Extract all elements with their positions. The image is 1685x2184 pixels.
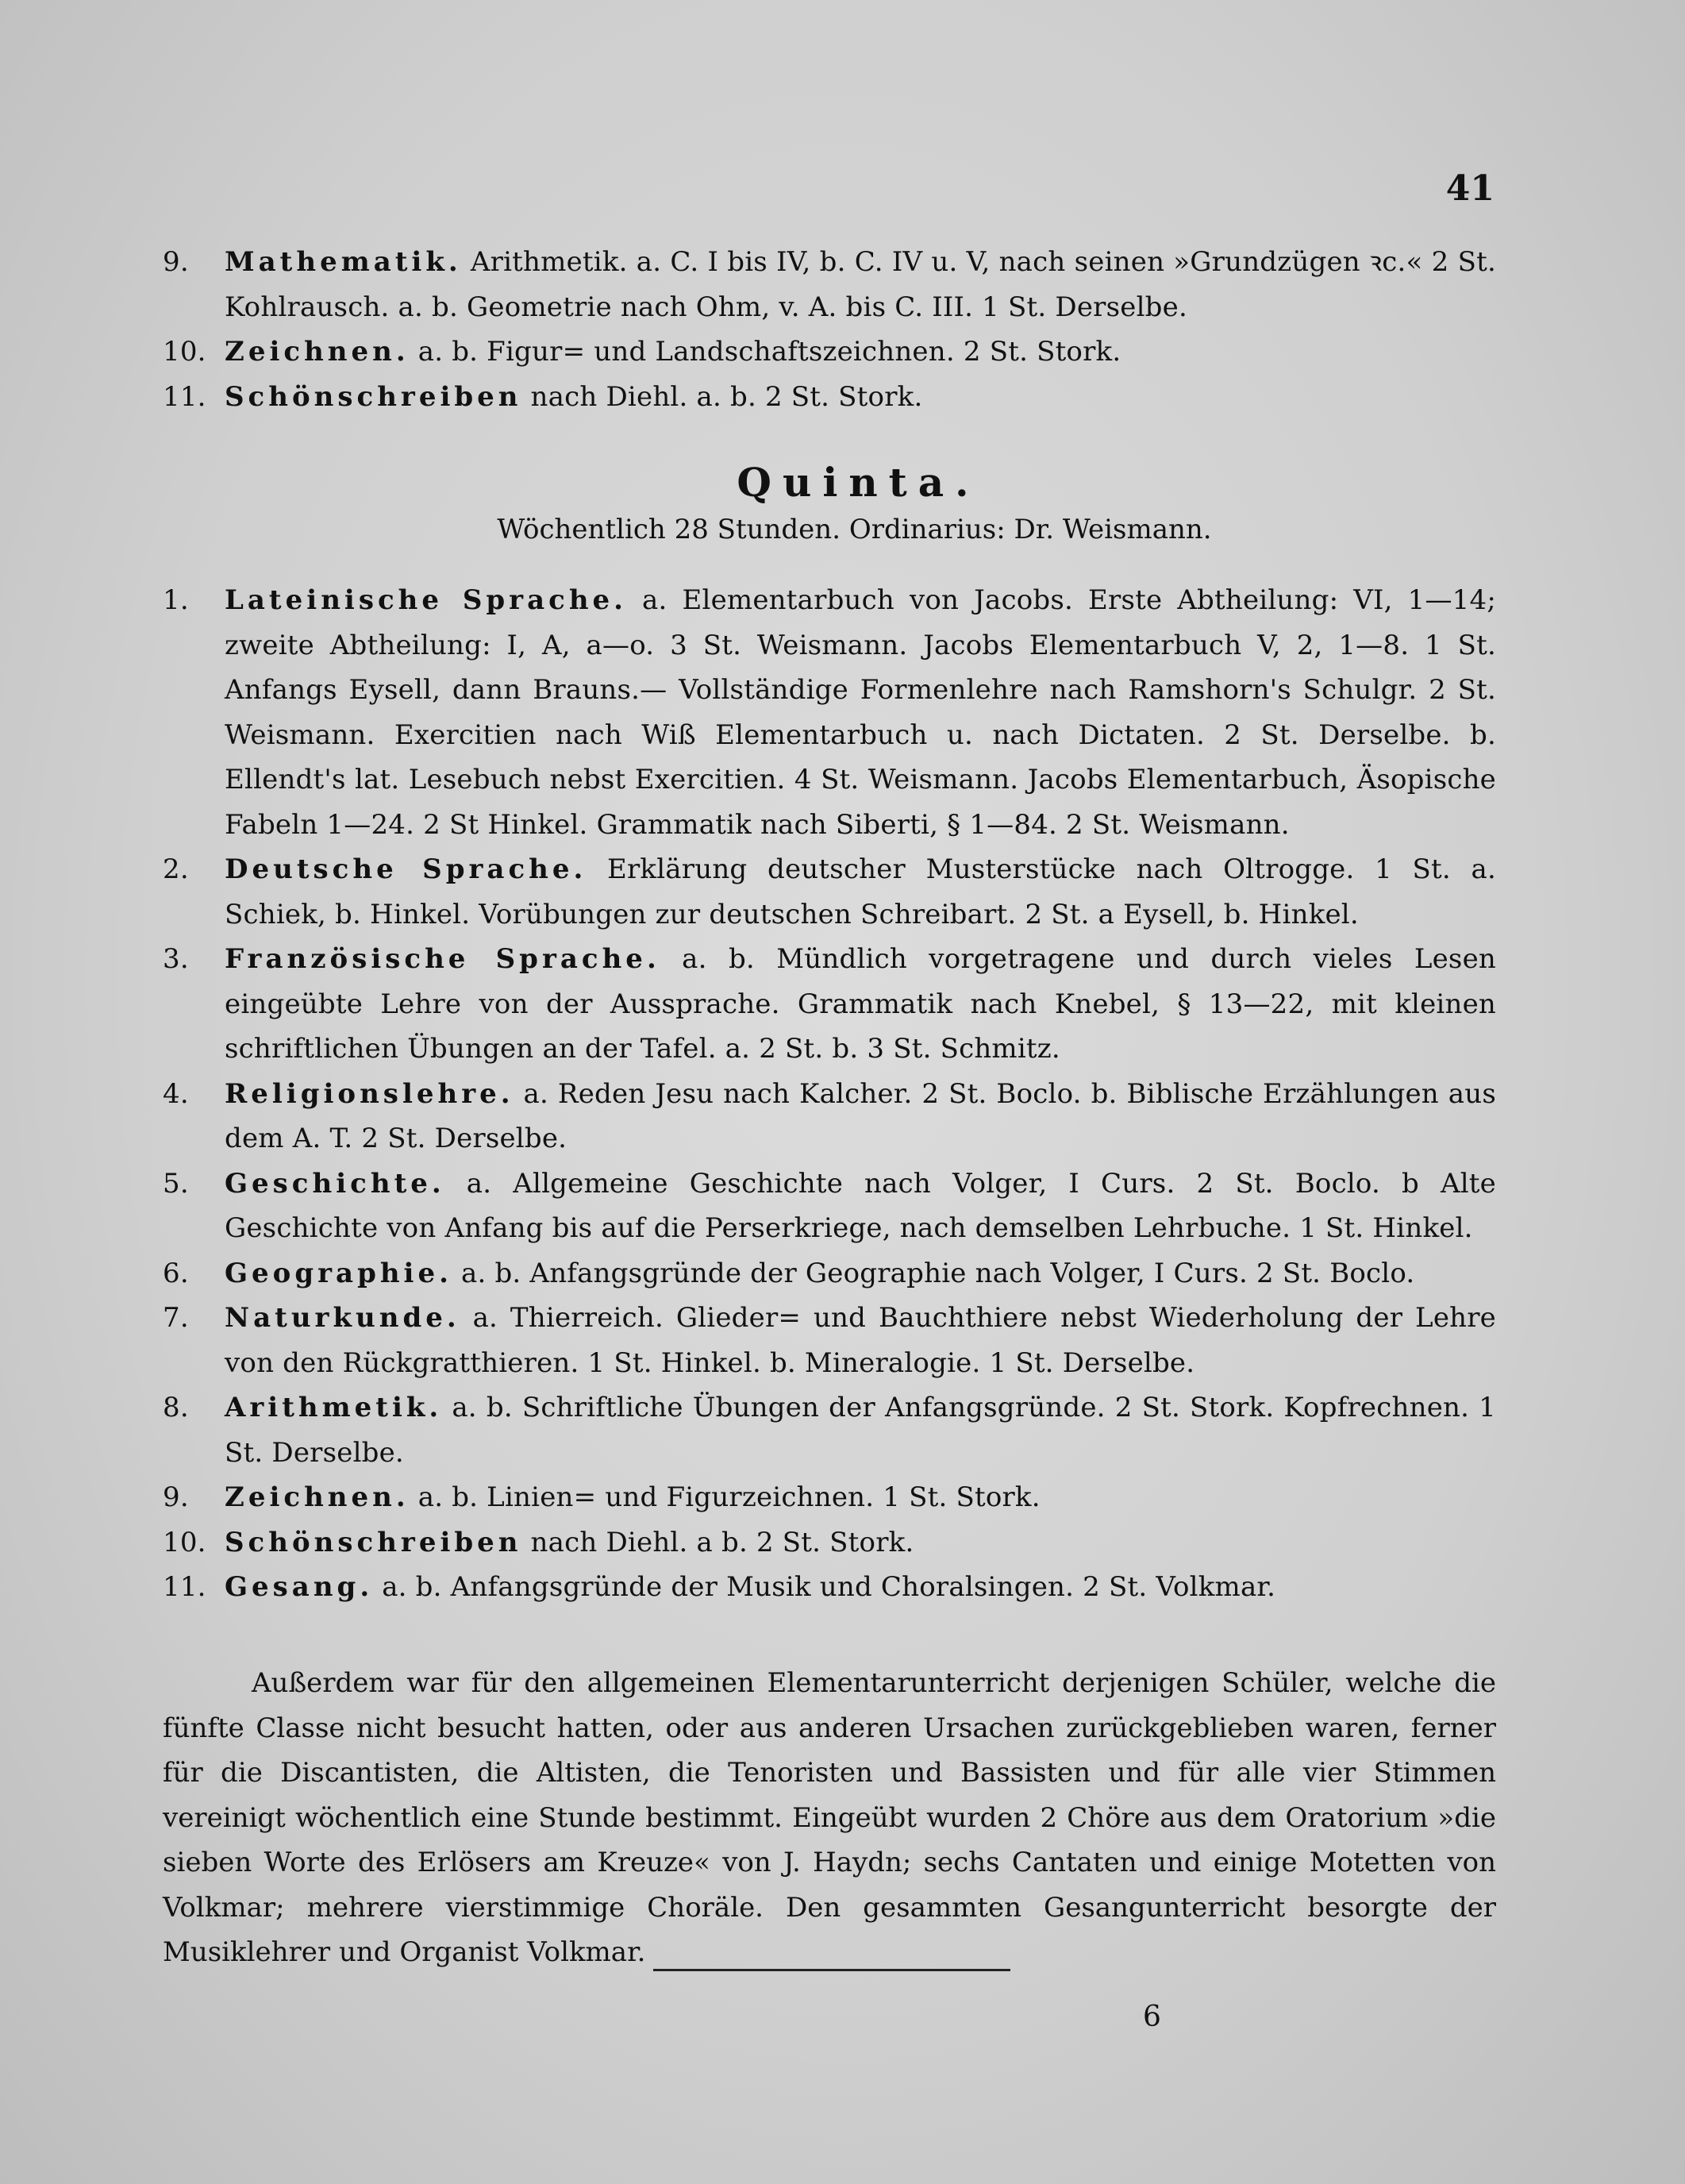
item-subject: Geschichte. [225,1167,445,1200]
item-number: 4. [163,1077,189,1110]
list-item [163,1475,1496,1520]
item-text: nach Diehl. a. b. 2 St. Stork. [530,380,923,413]
item-text: a. Thierreich. Glieder= und Bauchthiere nebst Wiederholung der Lehre von den Rückgratthieren. 1 St. Hinkel. b. Mineralogie. 1 St. Derselbe. [225,1302,1497,1379]
list-item [163,1565,1496,1610]
item-subject: Geographie. [225,1257,452,1289]
closing-paragraph: Außerdem war für den allgemeinen Elementarunterricht derjenigen Schüler, welche die fünfte Classe nicht besucht hatten, oder aus anderen Ursachen zurückgeblieben waren, ferner für die Discantisten, die Altisten, die Tenoristen und Bassisten und für alle vier Stimmen vereinigt wöchentlich eine Stunde bestimmt. Eingeübt wurden 2 Chöre aus dem Oratorium »die sieben Worte des Erlösers am Kreuze« von J. Haydn; sechs Cantaten und einige Motetten von Volkmar; mehrere vierstimmige Choräle. Den gesammten Gesangunterricht besorgte der Musiklehrer und Organist Volkmar. [163,1667,1496,1968]
item-number: 9. [163,246,189,278]
item-number: 7. [163,1302,189,1334]
item-number: 5. [163,1167,189,1200]
quinta-curriculum-list [163,578,1496,1610]
item-subject: Zeichnen. [225,336,410,368]
item-text: a. Allgemeine Geschichte nach Volger, I Curs. 2 St. Boclo. b Alte Geschichte von Anfang bis auf die Perserkriege, nach demselben Lehrbuche. 1 St. Hinkel. [225,1167,1496,1244]
item-subject: Schönschreiben [225,1526,522,1558]
list-item [163,937,1496,1072]
item-number: 2. [163,853,189,885]
item-subject: Mathematik. [225,246,462,278]
item-number: 6. [163,1257,189,1289]
list-item [163,847,1496,937]
list-item [163,329,1496,375]
item-subject: Lateinische Sprache. [225,584,628,616]
item-subject: Deutsche Sprache. [225,853,587,885]
item-text: a. b. Figur= und Landschaftszeichnen. 2 St. Stork. [417,336,1121,368]
item-subject: Gesang. [225,1571,374,1603]
item-text: Arithmetik. a. C. I bis IV, b. C. IV u. V, nach seinen »Grundzügen ꝛc.« 2 St. Kohlrausch. a. b. Geometrie nach Ohm, v. A. bis C. III. 1 St. Derselbe. [225,246,1497,323]
list-item [163,240,1496,329]
item-number: 10. [163,1526,206,1558]
list-item [163,1251,1496,1296]
item-subject: Naturkunde. [225,1302,460,1334]
previous-class-continuation [163,240,1496,419]
item-text: a. b. Anfangsgründe der Geographie nach Volger, I Curs. 2 St. Boclo. [460,1257,1415,1289]
item-text: a. b. Linien= und Figurzeichnen. 1 St. Stork. [417,1481,1041,1513]
item-text: nach Diehl. a b. 2 St. Stork. [530,1526,914,1558]
item-subject: Arithmetik. [225,1392,443,1423]
section-title: Quinta. [737,459,980,506]
item-text: a. b. Schriftliche Übungen der Anfangsgründe. 2 St. Stork. Kopfrechnen. 1 St. Derselbe. [225,1392,1496,1469]
page-number: 41 [1445,168,1495,209]
item-text: a. b. Anfangsgründe der Musik und Choralsingen. 2 St. Volkmar. [382,1571,1276,1603]
list-item [163,375,1496,420]
item-number: 1. [163,584,189,616]
item-number: 8. [163,1392,189,1423]
list-item [163,1161,1496,1251]
item-text: a. Elementarbuch von Jacobs. Erste Abtheilung: VI, 1—14; zweite Abtheilung: I, A, a—o. 3 St. Weismann. Jacobs Elementarbuch V, 2, 1—8. 1 St. Anfangs Eysell, dann Brauns.— Vollständige Formenlehre nach Ramshorn's Schulgr. 2 St. Weismann. Exercitien nach Wiß Elementarbuch u. nach Dictaten. 2 St. Derselbe. b. Ellendt's lat. Lesebuch nebst Exercitien. 4 St. Weismann. Jacobs Elementarbuch, Äsopische Fabeln 1—24. 2 St Hinkel. Grammatik nach Siberti, § 1—84. 2 St. Weismann. [225,584,1496,841]
item-subject: Schönschreiben [225,380,522,413]
footer-rule [653,1969,1010,1971]
item-number: 11. [163,380,206,413]
item-text: a. b. Mündlich vorgetragene und durch vieles Lesen eingeübte Lehre von der Aussprache. Grammatik nach Knebel, § 13—22, mit kleinen schriftlichen Übungen an der Tafel. a. 2 St. b. 3 St. Schmitz. [225,943,1496,1065]
item-number: 9. [163,1481,189,1513]
item-subject: Zeichnen. [225,1481,410,1513]
item-number: 10. [163,336,206,368]
list-item [163,1072,1496,1161]
list-item [163,1296,1496,1385]
item-text: a. Reden Jesu nach Kalcher. 2 St. Boclo. b. Biblische Erzählungen aus dem A. T. 2 St. Derselbe. [225,1077,1496,1154]
section-subtitle: Wöchentlich 28 Stunden. Ordinarius: Dr. Weismann. [497,514,1212,545]
list-item [163,1520,1496,1566]
printer-signature: 6 [1143,2001,1161,2033]
item-subject: Französische Sprache. [225,943,660,975]
list-item [163,578,1496,847]
list-item [163,1385,1496,1475]
item-number: 3. [163,943,189,975]
item-subject: Religionslehre. [225,1077,514,1110]
item-text: Erklärung deutscher Musterstücke nach Oltrogge. 1 St. a. Schiek, b. Hinkel. Vorübungen zur deutschen Schreibart. 2 St. a Eysell, b. Hinkel. [225,853,1496,930]
item-number: 11. [163,1571,206,1603]
